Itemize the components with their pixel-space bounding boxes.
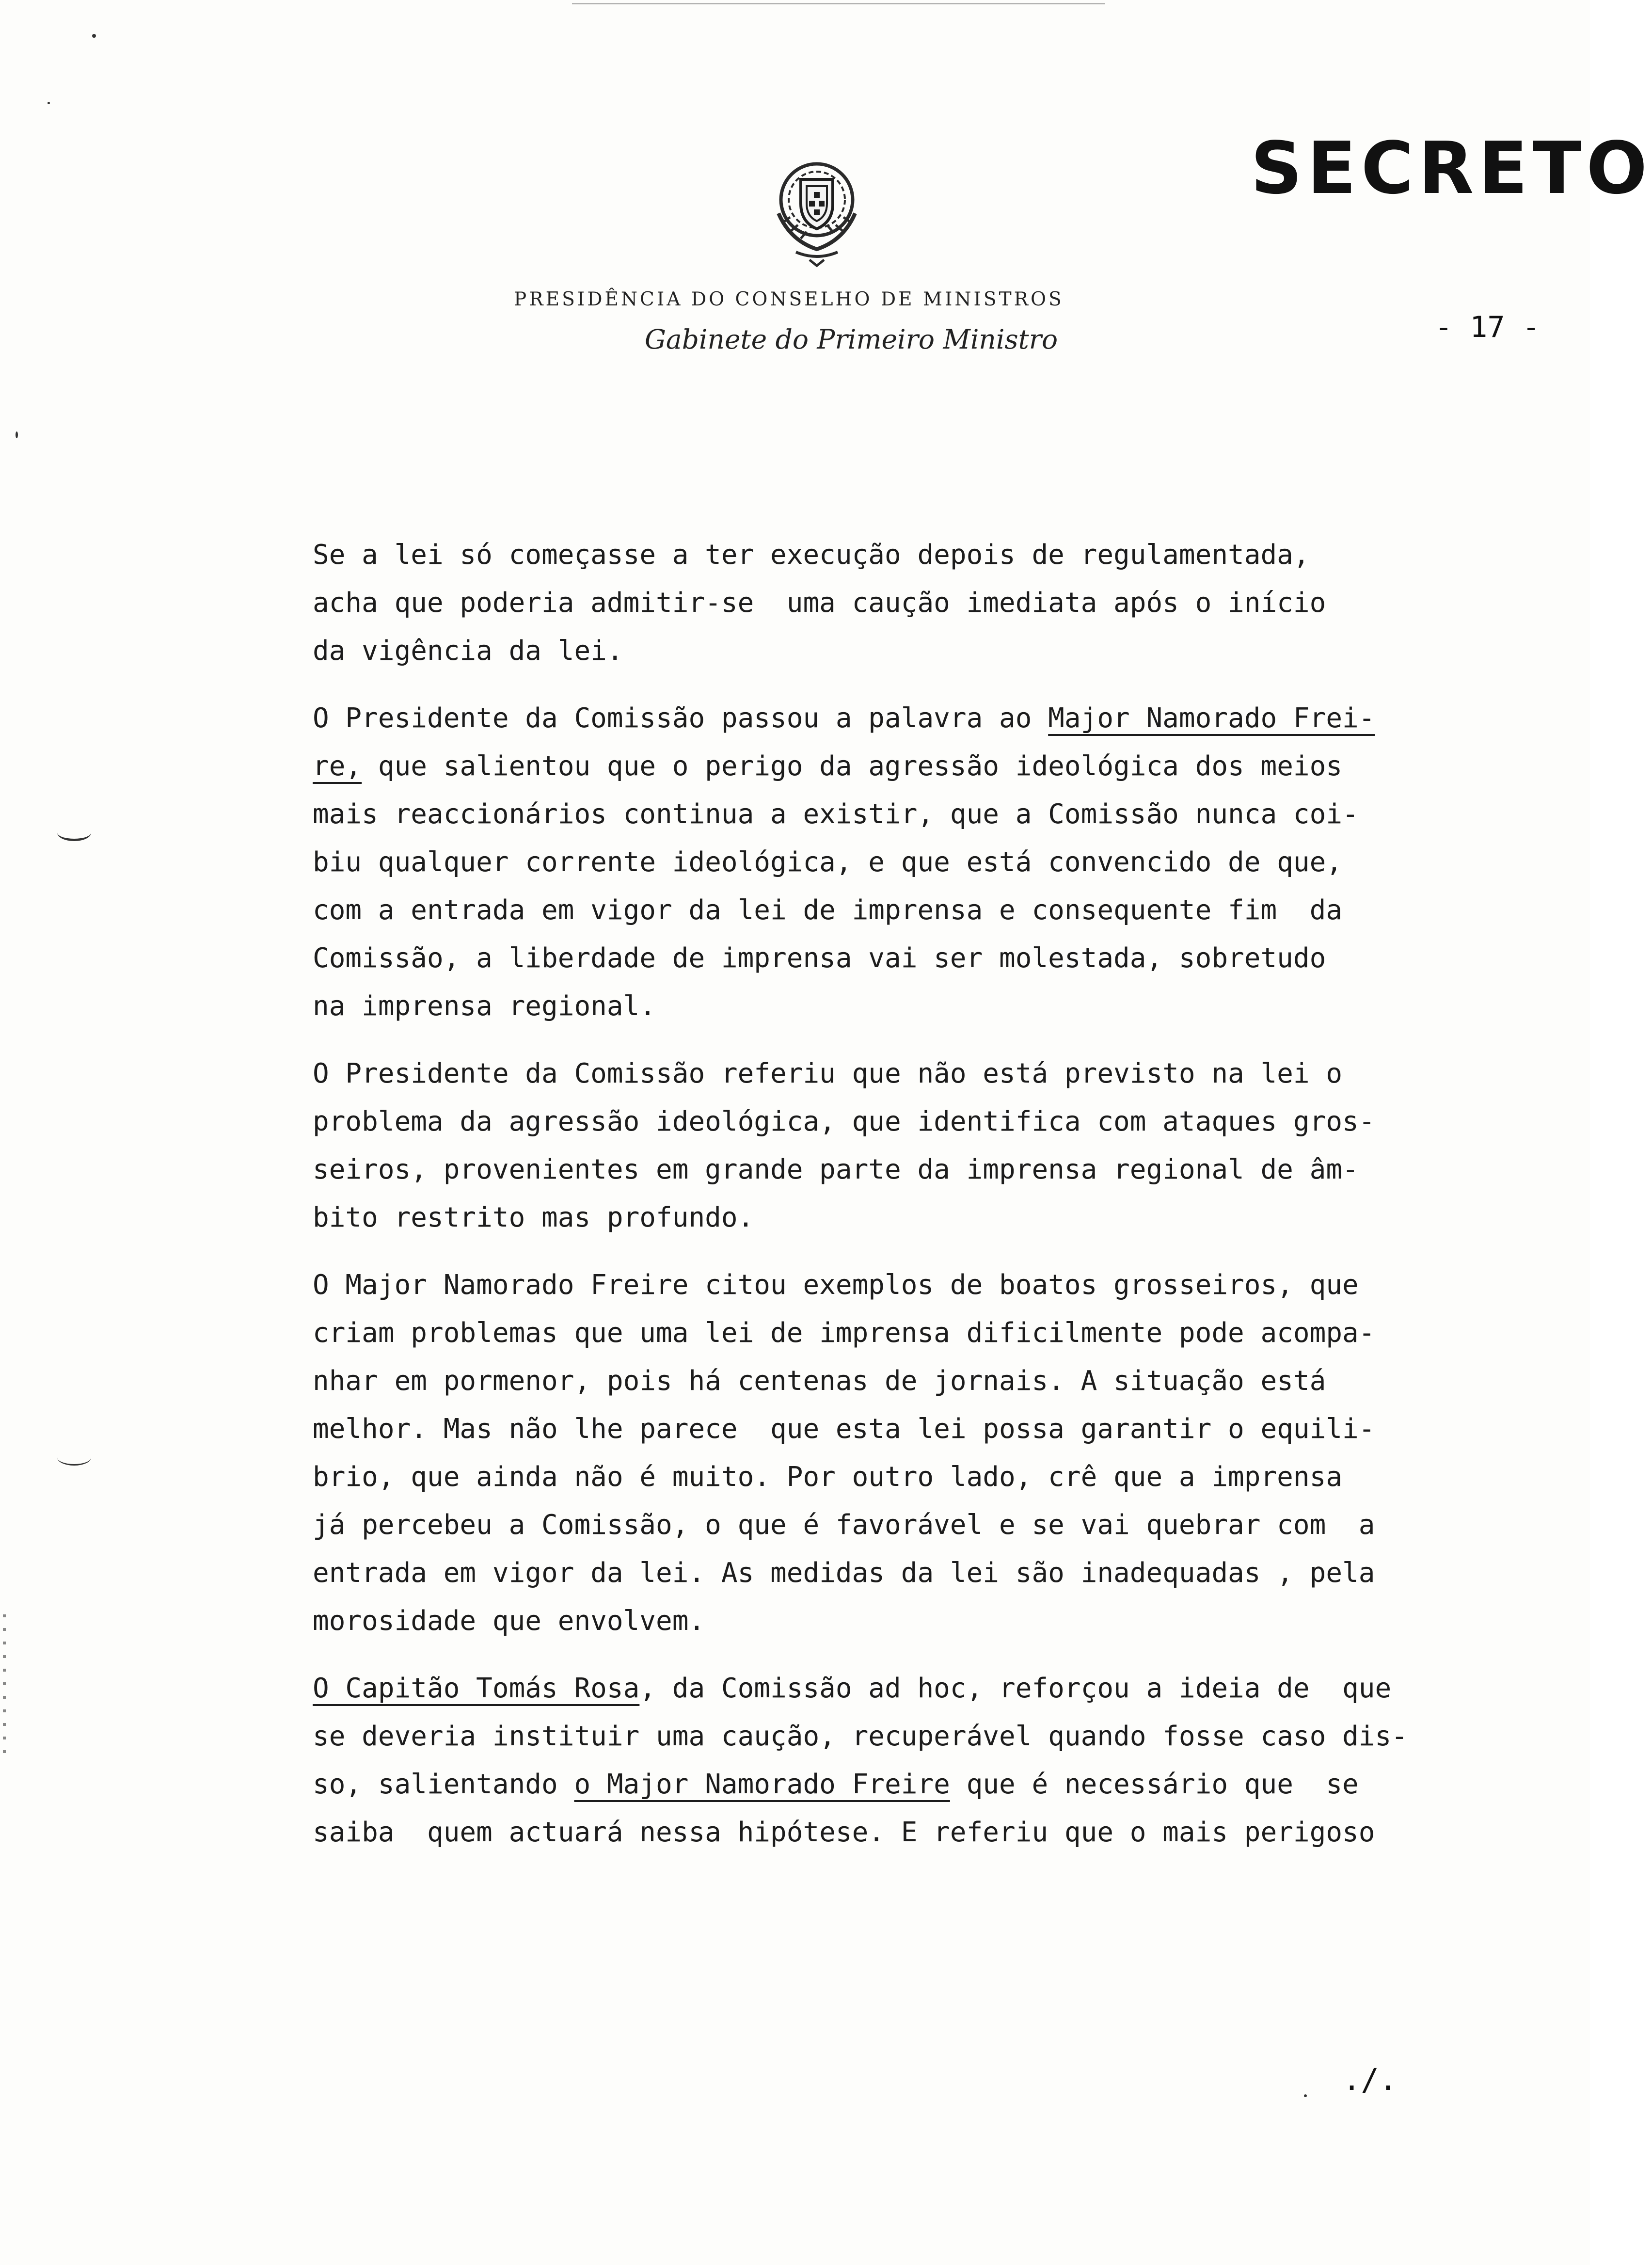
cabinet-heading: Gabinete do Primeiro Ministro: [645, 324, 1058, 355]
text-span: que é necessário que se: [950, 1769, 1359, 1800]
underlined-name: re,: [313, 750, 362, 782]
text-line: já percebeu a Comissão, o que é favorável e se vai quebrar com a: [313, 1509, 1375, 1541]
underlined-name: o Major Namorado Freire: [574, 1769, 950, 1800]
text-line: melhor. Mas não lhe parece que esta lei possa garantir o equili-: [313, 1413, 1375, 1445]
text-span: , da Comissão ad hoc, reforçou a ideia de que: [639, 1673, 1392, 1704]
paragraph: [313, 694, 1486, 1030]
paragraph: [313, 531, 1486, 675]
document-body: [313, 531, 1486, 1856]
scan-speck: [16, 431, 18, 438]
text-line: entrada em vigor da lei. As medidas da lei são inadequadas , pela: [313, 1557, 1375, 1589]
text-line: problema da agressão ideológica, que identifica com ataques gros-: [313, 1106, 1375, 1137]
margin-mark: [57, 824, 91, 841]
text-span: so, salientando: [313, 1769, 574, 1800]
classification-stamp: SECRETO: [1251, 127, 1652, 210]
text-line: acha que poderia admitir-se uma caução imediata após o início: [313, 587, 1326, 619]
text-line: brio, que ainda não é muito. Por outro lado, crê que a imprensa: [313, 1461, 1343, 1493]
text-line: bito restrito mas profundo.: [313, 1202, 754, 1233]
text-line: morosidade que envolvem.: [313, 1605, 705, 1637]
text-line: saiba quem actuará nessa hipótese. E referiu que o mais perigoso: [313, 1817, 1375, 1848]
text-line: [313, 1664, 1486, 1712]
margin-perforation: [3, 1614, 6, 1760]
text-line: Se a lei só começasse a ter execução depois de regulamentada,: [313, 539, 1310, 571]
scan-artifact-line: [572, 3, 1105, 4]
text-line: criam problemas que uma lei de imprensa dificilmente pode acompa-: [313, 1317, 1375, 1349]
text-line: mais reaccionários continua a existir, que a Comissão nunca coi-: [313, 798, 1359, 830]
text-line: nhar em pormenor, pois há centenas de jornais. A situação está: [313, 1365, 1326, 1397]
underlined-name: Major Namorado Frei-: [1048, 702, 1375, 734]
text-line: [313, 694, 1486, 742]
scan-speck: [1304, 2094, 1307, 2097]
underlined-name: O Capitão Tomás Rosa: [313, 1673, 640, 1704]
paragraph: [313, 1261, 1486, 1645]
text-line: se deveria instituir uma caução, recuperável quando fosse caso dis-: [313, 1721, 1408, 1752]
page-number: - 17 -: [1435, 310, 1540, 344]
paragraph: [313, 1664, 1486, 1856]
text-line: Comissão, a liberdade de imprensa vai ser molestada, sobretudo: [313, 942, 1326, 974]
text-span: O Presidente da Comissão passou a palavra ao: [313, 702, 1048, 734]
office-heading: PRESIDÊNCIA DO CONSELHO DE MINISTROS: [514, 288, 1064, 310]
text-line: da vigência da lei.: [313, 635, 623, 667]
text-line: [313, 742, 1486, 790]
margin-mark: [57, 1450, 91, 1466]
paragraph: [313, 1050, 1486, 1242]
text-span: que salientou que o perigo da agressão ideológica dos meios: [362, 750, 1343, 782]
text-line: O Presidente da Comissão referiu que não está previsto na lei o: [313, 1058, 1343, 1089]
continuation-mark: ./.: [1343, 2062, 1397, 2097]
text-line: biu qualquer corrente ideológica, e que está convencido de que,: [313, 846, 1343, 878]
scan-speck: [48, 102, 50, 104]
text-line: O Major Namorado Freire citou exemplos de boatos grosseiros, que: [313, 1269, 1359, 1301]
text-line: na imprensa regional.: [313, 990, 656, 1022]
scan-speck: [92, 34, 96, 38]
text-line: [313, 1760, 1486, 1808]
text-line: seiros, provenientes em grande parte da imprensa regional de âm-: [313, 1154, 1359, 1185]
text-line: com a entrada em vigor da lei de imprensa e consequente fim da: [313, 894, 1343, 926]
coat-of-arms-icon: [756, 145, 877, 267]
